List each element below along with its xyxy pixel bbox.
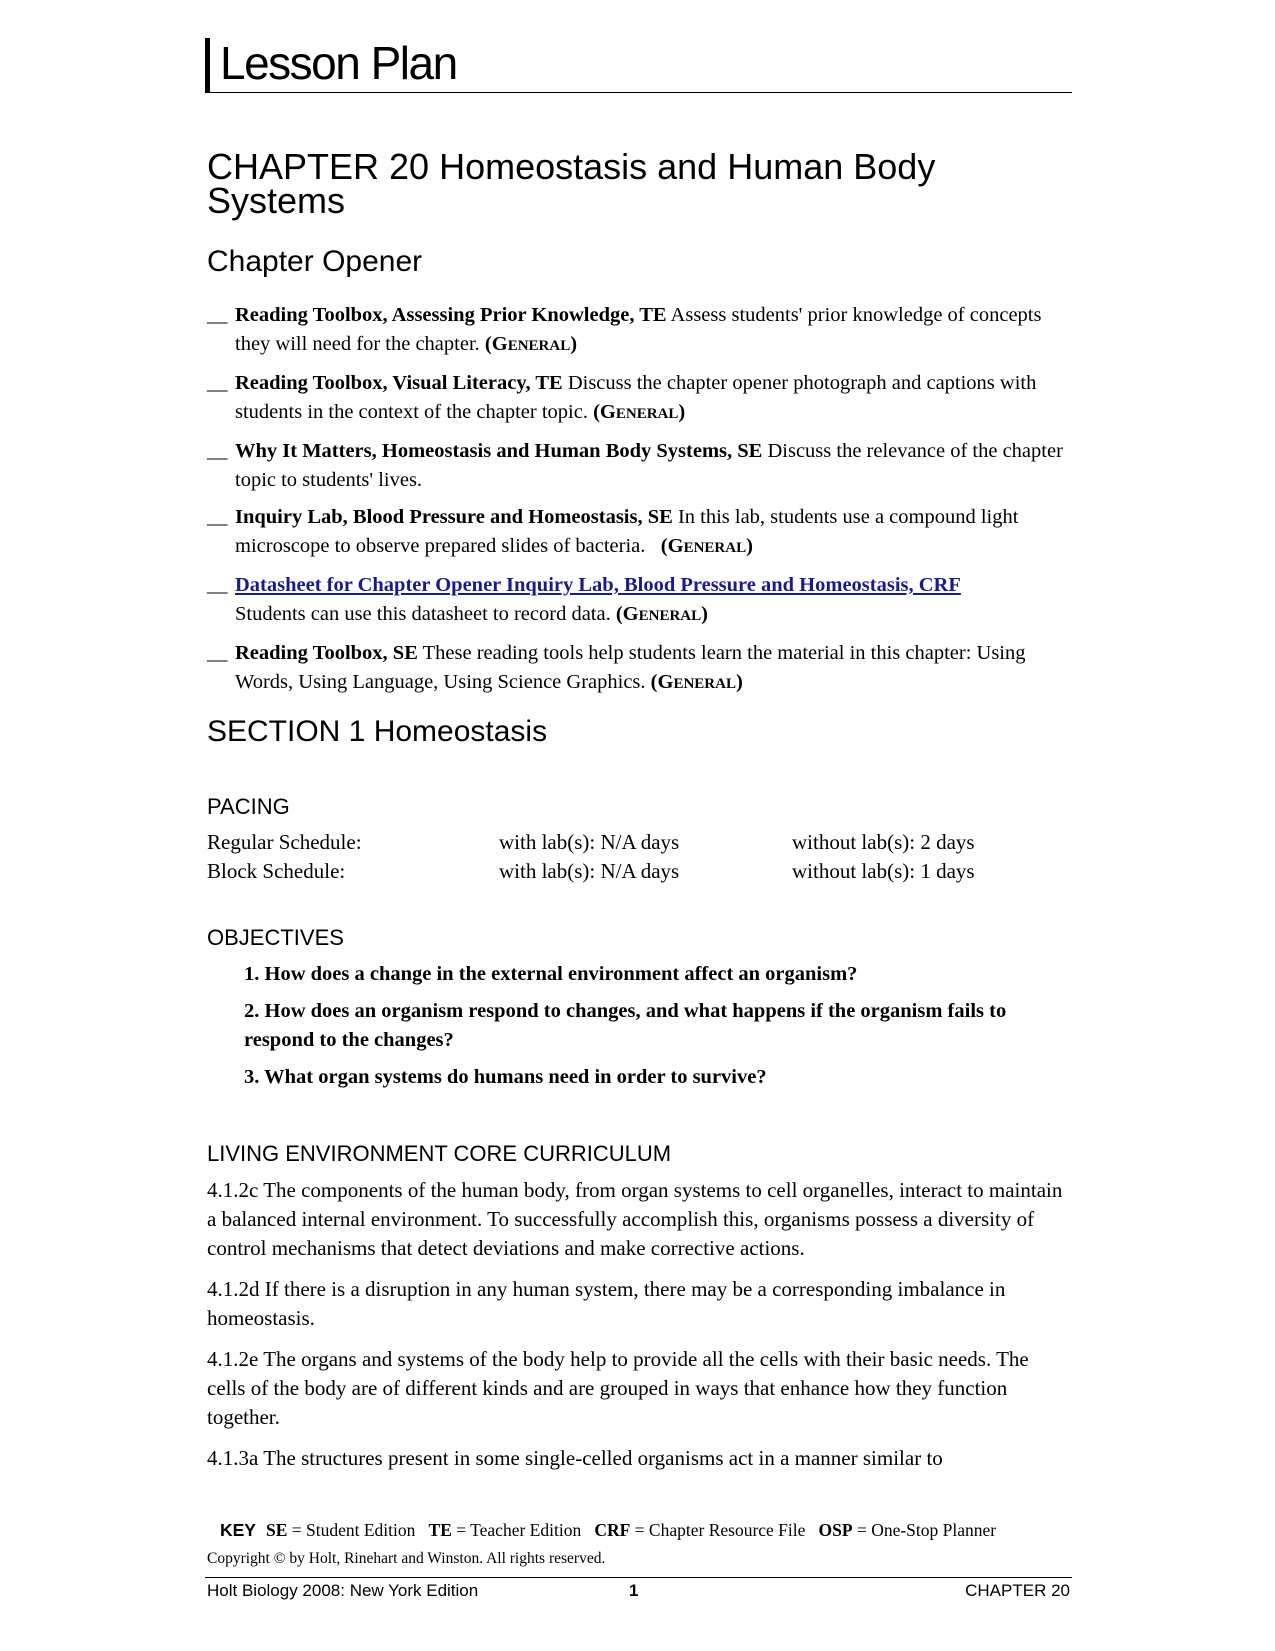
list-item (207, 369, 1077, 429)
header-bar (205, 38, 210, 92)
checkbox-blank: __ (207, 574, 228, 596)
key-label: KEY (220, 1520, 256, 1540)
key-legend: KEY SE = Student Edition TE = Teacher Edition CRF = Chapter Resource File OSP = One-Stop Planner (220, 1520, 997, 1540)
checkbox-blank: __ (207, 304, 228, 326)
item-description: Assess students' prior knowledge of concepts they will need for the chapter. (235, 304, 1042, 355)
pacing-row (207, 828, 1067, 857)
footer-chapter: CHAPTER 20 (965, 1581, 1070, 1600)
pacing-heading: PACING (207, 794, 290, 819)
item-description: Students can use this datasheet to record data. (235, 603, 616, 625)
standard-paragraph: 4.1.2c The components of the human body, from organ systems to cell organelles, interact to maintain a balanced internal environment. To successfully accomplish this, organisms possess a diversity of control mechanisms that detect deviations and make corrective actions. (207, 1178, 1063, 1260)
item-description: Discuss the chapter opener photograph and captions with students in the context of the chapter topic. (235, 372, 1037, 423)
standard-paragraph: 4.1.2e The organs and systems of the body help to provide all the cells with their basic needs. The cells of the body are of different kinds and are grouped in ways that enhance how they function together. (207, 1347, 1029, 1429)
level-badge: (GENERAL) (593, 401, 686, 423)
objectives-heading: OBJECTIVES (207, 925, 344, 950)
list-item (207, 503, 1077, 563)
checkbox-blank: __ (207, 440, 228, 462)
item-description: Discuss the relevance of the chapter topic to students' lives. (235, 440, 1063, 491)
level-badge: (GENERAL) (660, 535, 753, 557)
item-description: These reading tools help students learn the material in this chapter: Using Words, Using Language, Using Science Graphics. (235, 642, 1026, 693)
objectives-list (244, 960, 1074, 1100)
objective-item: 3. What organ systems do humans need in order to survive? (244, 1066, 767, 1088)
chapter-opener-heading: Chapter Opener (207, 245, 423, 278)
footer-book-title: Holt Biology 2008: New York Edition (207, 1581, 479, 1600)
chapter-title: CHAPTER 20 Homeostasis and Human Body Systems (207, 146, 936, 221)
list-item (207, 639, 1077, 699)
item-resource: Reading Toolbox, SE (235, 642, 418, 664)
pacing-row (207, 857, 1067, 886)
pacing-table (207, 828, 1067, 886)
core-curriculum-heading: LIVING ENVIRONMENT CORE CURRICULUM (207, 1141, 672, 1166)
objective-item: 1. How does a change in the external environment affect an organism? (244, 963, 858, 985)
checkbox-blank: __ (207, 506, 228, 528)
checkbox-blank: __ (207, 642, 228, 664)
level-badge: (GENERAL) (650, 671, 743, 693)
level-badge: (GENERAL) (615, 603, 708, 625)
with-lab-value: with lab(s): N/A days (499, 859, 680, 883)
page-header (205, 38, 1072, 93)
objective-item: 2. How does an organism respond to changes, and what happens if the organism fails to respond to the changes? (244, 1000, 1007, 1051)
page-number: 1 (629, 1581, 639, 1600)
level-badge: (GENERAL) (484, 333, 578, 355)
datasheet-link[interactable]: Datasheet for Chapter Opener Inquiry Lab, Blood Pressure and Homeostasis, CRF (235, 574, 961, 596)
with-lab-value: with lab(s): N/A days (499, 830, 680, 854)
schedule-label: Regular Schedule: (207, 830, 362, 854)
item-resource: Reading Toolbox, Visual Literacy, TE (235, 372, 563, 394)
item-resource: Why It Matters, Homeostasis and Human Body Systems, SE (235, 440, 763, 462)
checkbox-blank: __ (207, 372, 228, 394)
section-heading: SECTION 1 Homeostasis (207, 715, 548, 748)
standard-paragraph: 4.1.3a The structures present in some single-celled organisms act in a manner similar to (207, 1446, 943, 1470)
list-item (207, 301, 1077, 361)
list-item (207, 571, 1077, 631)
item-resource: Inquiry Lab, Blood Pressure and Homeostasis, SE (235, 506, 673, 528)
without-lab-value: without lab(s): 1 days (792, 859, 975, 883)
standard-paragraph: 4.1.2d If there is a disruption in any human system, there may be a corresponding imbalance in homeostasis. (207, 1277, 1006, 1330)
chapter-opener-list (207, 301, 1077, 707)
copyright: Copyright © by Holt, Rinehart and Winston. All rights reserved. (207, 1550, 606, 1567)
item-resource: Reading Toolbox, Assessing Prior Knowledge, TE (235, 304, 667, 326)
core-curriculum-text (207, 1176, 1067, 1485)
schedule-label: Block Schedule: (207, 859, 346, 883)
page-title: Lesson Plan (220, 37, 457, 89)
footer-divider (205, 1577, 1072, 1578)
item-description: In this lab, students use a compound light microscope to observe prepared slides of bacteria. (235, 506, 1024, 557)
without-lab-value: without lab(s): 2 days (792, 830, 975, 854)
list-item (207, 437, 1077, 495)
